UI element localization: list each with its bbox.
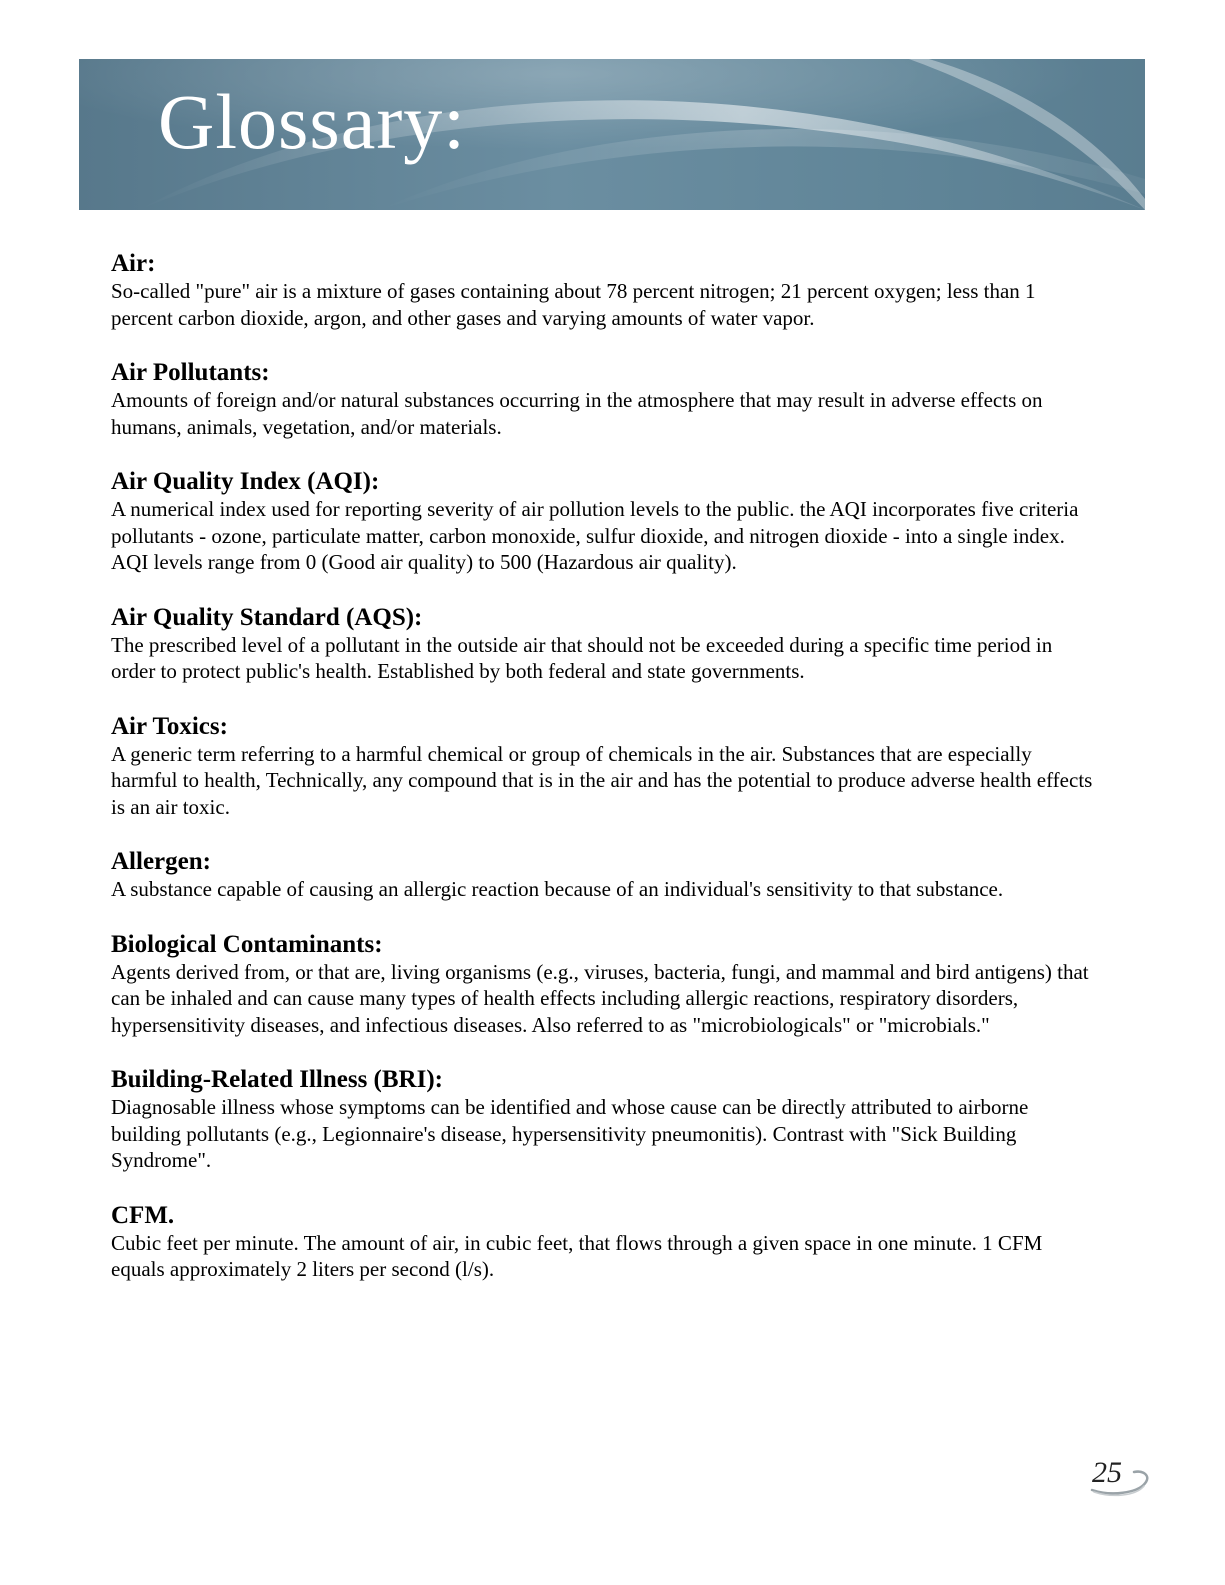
glossary-definition: The prescribed level of a pollutant in the outside air that should not be exceeded during a specific time period in order to protect public's health. Established by both federal and state governments. <box>111 632 1053 683</box>
glossary-term: Biological Contaminants: <box>111 930 383 958</box>
glossary-term: CFM. <box>111 1201 175 1229</box>
glossary-definition: Agents derived from, or that are, living organisms (e.g., viruses, bacteria, fungi, and mammal and bird antigens) that can be inhaled and can cause many types of health effects including allergic reactions, respiratory disorders, hypersensitivity diseases, and infectious diseases. Also referred to as "microbiologicals" or "microbials." <box>111 959 1089 1037</box>
glossary-entry <box>111 468 1101 576</box>
glossary-banner <box>79 59 1145 210</box>
glossary-definition: So-called "pure" air is a mixture of gases containing about 78 percent nitrogen; 21 percent oxygen; less than 1 percent carbon dioxide, argon, and other gases and varying amounts of water vapor. <box>111 279 1036 330</box>
glossary-entry <box>111 713 1101 821</box>
page-number-text: 25 <box>1092 1456 1122 1489</box>
glossary-definition: Cubic feet per minute. The amount of air, in cubic feet, that flows through a given space in one minute. 1 CFM equals approximately 2 liters per second (l/s). <box>111 1230 1043 1281</box>
glossary-definition: Diagnosable illness whose symptoms can be identified and whose cause can be directly attributed to airborne building pollutants (e.g., Legionnaire's disease, hypersensitivity pneumonitis). Contrast with "Sick Building Syndrome". <box>111 1095 1029 1172</box>
glossary-term: Air: <box>111 250 156 277</box>
page-title: Glossary: <box>158 78 466 165</box>
glossary-entry <box>111 359 1101 440</box>
glossary-definition: Amounts of foreign and/or natural substances occurring in the atmosphere that may result in adverse effects on humans, animals, vegetation, and/or materials. <box>111 388 1043 439</box>
glossary-definition: A generic term referring to a harmful chemical or group of chemicals in the air. Substances that are especially harmful to health, Technically, any compound that is in the air and has the potential to produce adverse health effects is an air toxic. <box>111 741 1093 819</box>
glossary-entry <box>111 250 1101 331</box>
glossary-term: Air Quality Index (AQI): <box>111 468 380 495</box>
glossary-definition: A substance capable of causing an allergic reaction because of an individual's sensitivity to that substance. <box>111 877 1004 901</box>
glossary-entry <box>111 604 1101 685</box>
glossary-definition: A numerical index used for reporting severity of air pollution levels to the public. the AQI incorporates five criteria pollutants - ozone, particulate matter, carbon monoxide, sulfur dioxide, and nitrogen dioxide - into a single index. AQI levels range from 0 (Good air quality) to 500 (Hazardous air quality). <box>111 497 1079 574</box>
glossary-entry <box>111 1202 1101 1283</box>
glossary-term: Air Quality Standard (AQS): <box>111 603 423 631</box>
page-number <box>1090 1458 1160 1498</box>
glossary-entry <box>111 848 1101 903</box>
glossary-term: Air Toxics: <box>111 712 228 740</box>
glossary-term: Air Pollutants: <box>111 359 270 386</box>
glossary-term: Allergen: <box>111 848 211 875</box>
glossary-term: Building-Related Illness (BRI): <box>111 1066 443 1093</box>
glossary-list <box>111 250 1101 1311</box>
glossary-entry <box>111 1066 1101 1174</box>
glossary-entry <box>111 931 1101 1039</box>
